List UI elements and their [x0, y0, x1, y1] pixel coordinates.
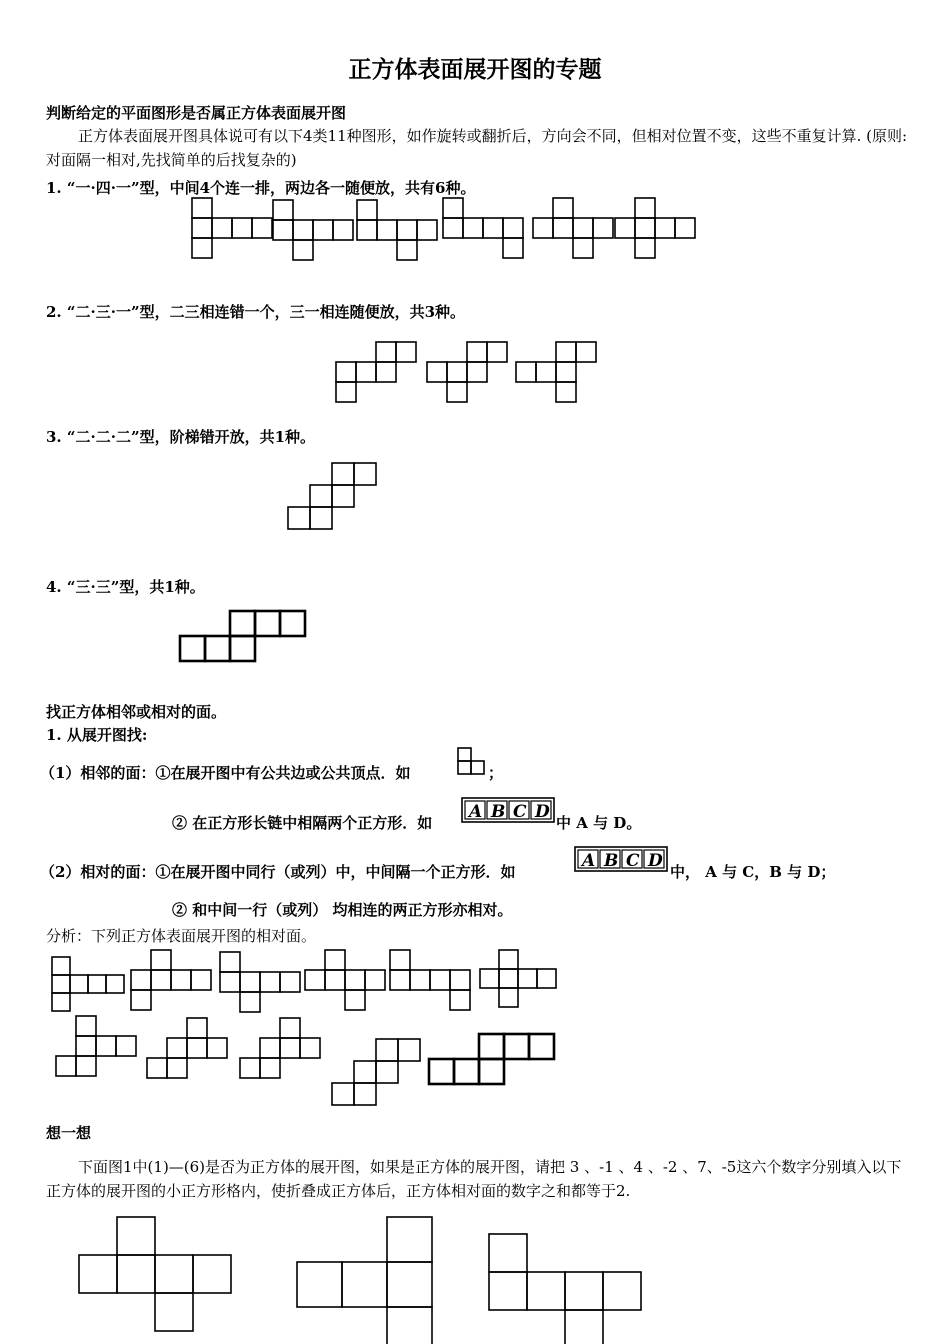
chain-figure-1 — [462, 798, 554, 822]
section1-heading: 判断给定的平面图形是否属正方体表面展开图 — [46, 104, 347, 122]
analysis-net-1 — [52, 957, 124, 1011]
analysis-net-4 — [305, 950, 385, 1010]
analysis-label: 分析：下列正方体表面展开图的相对面。 — [46, 927, 317, 945]
section2-heading: 找正方体相邻或相对的面。 — [46, 703, 227, 721]
opposite-rule-a: （2）相对的面：①在展开图中同行（或列）中，中间隔一个正方形．如 — [40, 863, 516, 881]
net-141-3 — [357, 200, 437, 260]
net-231-2 — [427, 342, 507, 402]
analysis-net-11 — [429, 1034, 554, 1084]
exercise-net-1 — [79, 1217, 231, 1331]
section3-body: 下面图1中(1)—(6)是否为正方体的展开图，如果是正方体的展开图，请把 3 、-1 、4 、-2 、7、-5这六个数字分别填入以下正方体的展开图的小正方形格内，使折叠成正方体后，正方体相对面的数字之和都等于2. — [46, 1158, 902, 1200]
net-141-4 — [443, 198, 523, 258]
net-141-1 — [192, 198, 272, 258]
adjacent-rule-b: ② 在正方形长链中相隔两个正方形．如 — [172, 814, 433, 832]
chain1-label-d: D — [535, 802, 550, 822]
net-231-3 — [516, 342, 596, 402]
net-33 — [180, 611, 305, 661]
chain2-label-b: B — [604, 851, 619, 871]
type4-label: 4. “三·三”型，共1种。 — [46, 578, 205, 596]
chain1-label-b: B — [491, 802, 506, 822]
chain1-label-a: A — [469, 802, 483, 822]
adjacent-rule-b-end: 中 A 与 D。 — [556, 814, 642, 832]
chain1-label-c: C — [513, 802, 527, 822]
analysis-net-8 — [147, 1018, 227, 1078]
net-141-5 — [533, 198, 613, 258]
analysis-net-2 — [131, 950, 211, 1010]
chain2-label-a: A — [582, 851, 596, 871]
adjacent-example-net — [458, 748, 484, 774]
net-141-2 — [273, 200, 353, 260]
type2-label: 2. “二·三·一”型，二三相连错一个，三一相连随便放，共3种。 — [46, 303, 466, 321]
analysis-net-6 — [480, 950, 556, 1007]
analysis-net-7 — [56, 1016, 136, 1076]
analysis-net-3 — [220, 952, 300, 1012]
type3-label: 3. “二·二·二”型，阶梯错开放，共1种。 — [46, 428, 316, 446]
adjacent-rule-a-end: ； — [488, 764, 504, 782]
exercise-net-3 — [489, 1234, 641, 1344]
exercise-net-2 — [297, 1217, 432, 1344]
section3-heading: 想一想 — [46, 1124, 92, 1142]
net-222 — [288, 463, 376, 529]
chain-figure-2 — [575, 847, 667, 871]
section2-sub1: 1. 从展开图找: — [46, 726, 148, 744]
net-231-1 — [336, 342, 416, 402]
opposite-rule-a-end: 中， A 与 C，B 与 D； — [670, 863, 836, 881]
chain2-label-d: D — [648, 851, 663, 871]
adjacent-rule-a: （1）相邻的面：①在展开图中有公共边或公共顶点．如 — [40, 764, 411, 782]
analysis-net-9 — [240, 1018, 320, 1078]
page-title: 正方体表面展开图的专题 — [348, 57, 602, 83]
section1-intro: 正方体表面展开图具体说可有以下4类11种图形，如作旋转或翻折后，方向会不同，但相对位置不变，这些不重复计算. (原则:对面隔一相对,先找简单的后找复杂的) — [46, 127, 908, 169]
net-141-6 — [615, 198, 695, 258]
analysis-net-10 — [332, 1039, 420, 1105]
chain2-label-c: C — [626, 851, 640, 871]
opposite-rule-b: ② 和中间一行（或列） 均相连的两正方形亦相对。 — [172, 901, 513, 919]
type1-label: 1. “一·四·一”型，中间4个连一排，两边各一随便放，共有6种。 — [46, 179, 476, 197]
analysis-net-5 — [390, 950, 470, 1010]
